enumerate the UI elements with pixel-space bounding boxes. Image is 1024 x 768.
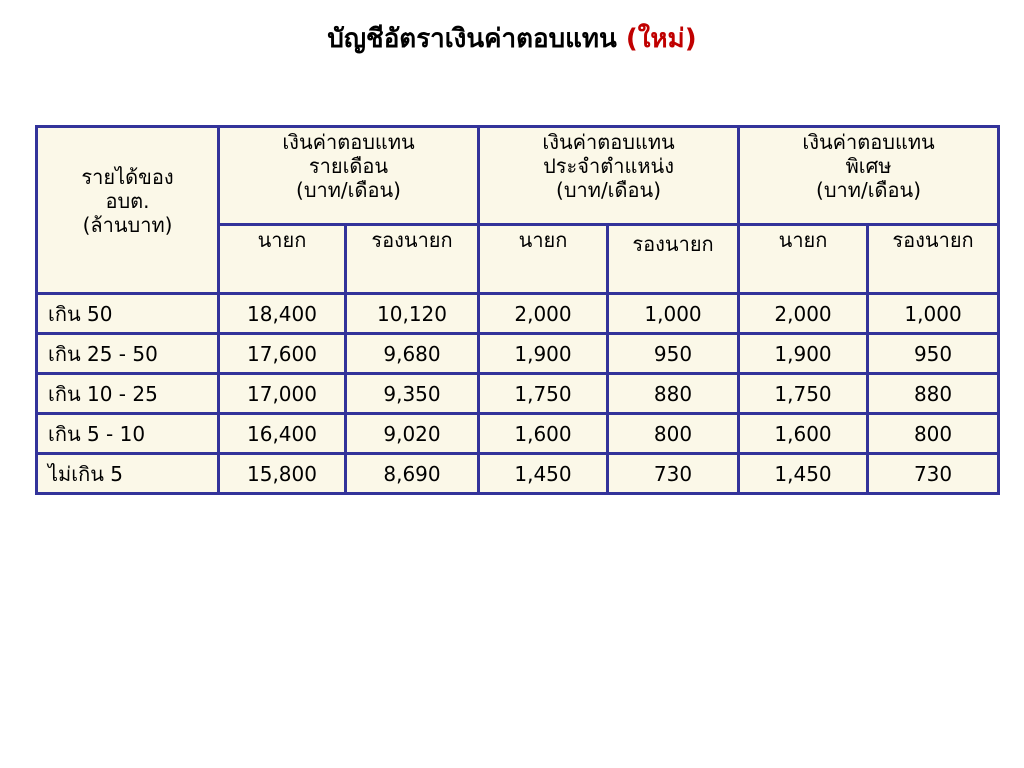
row-label: เกิน 5 - 10: [37, 414, 219, 454]
subheader-mayor: นายก: [219, 225, 346, 294]
table-cell: 730: [608, 454, 739, 494]
income-header-line: (ล้านบาท): [82, 213, 173, 237]
page-title: [0, 18, 1024, 59]
table-row: [37, 294, 999, 334]
table-row: [37, 414, 999, 454]
table-cell: 1,900: [739, 334, 868, 374]
table-cell: 18,400: [219, 294, 346, 334]
table-cell: 1,600: [739, 414, 868, 454]
table-cell: 1,450: [739, 454, 868, 494]
income-header-cell: [37, 127, 219, 294]
row-label: เกิน 10 - 25: [37, 374, 219, 414]
group-header-line: (บาท/เดือน): [816, 178, 922, 202]
table-cell: 16,400: [219, 414, 346, 454]
table-cell: 2,000: [479, 294, 608, 334]
table-row: [37, 454, 999, 494]
header-row-groups: [37, 127, 999, 225]
table-cell: 17,600: [219, 334, 346, 374]
table-cell: 1,750: [479, 374, 608, 414]
table-cell: 800: [868, 414, 999, 454]
group-header-line: (บาท/เดือน): [556, 178, 661, 202]
table-cell: 10,120: [346, 294, 479, 334]
row-label: เกิน 25 - 50: [37, 334, 219, 374]
table-cell: 17,000: [219, 374, 346, 414]
table-cell: 1,750: [739, 374, 868, 414]
table-cell: 15,800: [219, 454, 346, 494]
table-cell: 950: [608, 334, 739, 374]
subheader-mayor: นายก: [479, 225, 608, 294]
subheader-mayor: นายก: [739, 225, 868, 294]
group-header-line: พิเศษ: [845, 154, 892, 178]
row-label: เกิน 50: [37, 294, 219, 334]
table-cell: 880: [868, 374, 999, 414]
rates-table: [35, 125, 1000, 495]
table-cell: 880: [608, 374, 739, 414]
group-header-position: [479, 127, 739, 225]
row-label: ไม่เกิน 5: [37, 454, 219, 494]
group-header-line: ประจำตำแหน่ง: [543, 154, 674, 178]
group-header-line: รายเดือน: [308, 154, 389, 178]
table-cell: 1,450: [479, 454, 608, 494]
table-cell: 2,000: [739, 294, 868, 334]
table-row: [37, 374, 999, 414]
subheader-deputy-mayor: รองนายก: [346, 225, 479, 294]
table-cell: 1,000: [608, 294, 739, 334]
subheader-deputy-mayor: รองนายก: [608, 225, 739, 294]
title-main: บัญชีอัตราเงินค่าตอบแทน: [327, 24, 617, 54]
table-cell: 8,690: [346, 454, 479, 494]
group-header-line: (บาท/เดือน): [296, 178, 401, 202]
group-header-line: เงินค่าตอบแทน: [282, 130, 415, 154]
table-cell: 950: [868, 334, 999, 374]
group-header-monthly: [219, 127, 479, 225]
table-cell: 9,020: [346, 414, 479, 454]
table-cell: 9,680: [346, 334, 479, 374]
group-header-line: เงินค่าตอบแทน: [542, 130, 675, 154]
group-header-special: [739, 127, 999, 225]
title-suffix: (ใหม่): [625, 24, 697, 54]
table-cell: 800: [608, 414, 739, 454]
table-cell: 1,600: [479, 414, 608, 454]
income-header-line: รายได้ของ: [81, 165, 174, 189]
table-cell: 1,900: [479, 334, 608, 374]
table-cell: 1,000: [868, 294, 999, 334]
income-header-line: อบต.: [105, 189, 150, 213]
group-header-line: เงินค่าตอบแทน: [802, 130, 935, 154]
table-row: [37, 334, 999, 374]
table-cell: 9,350: [346, 374, 479, 414]
subheader-deputy-mayor: รองนายก: [868, 225, 999, 294]
table-cell: 730: [868, 454, 999, 494]
